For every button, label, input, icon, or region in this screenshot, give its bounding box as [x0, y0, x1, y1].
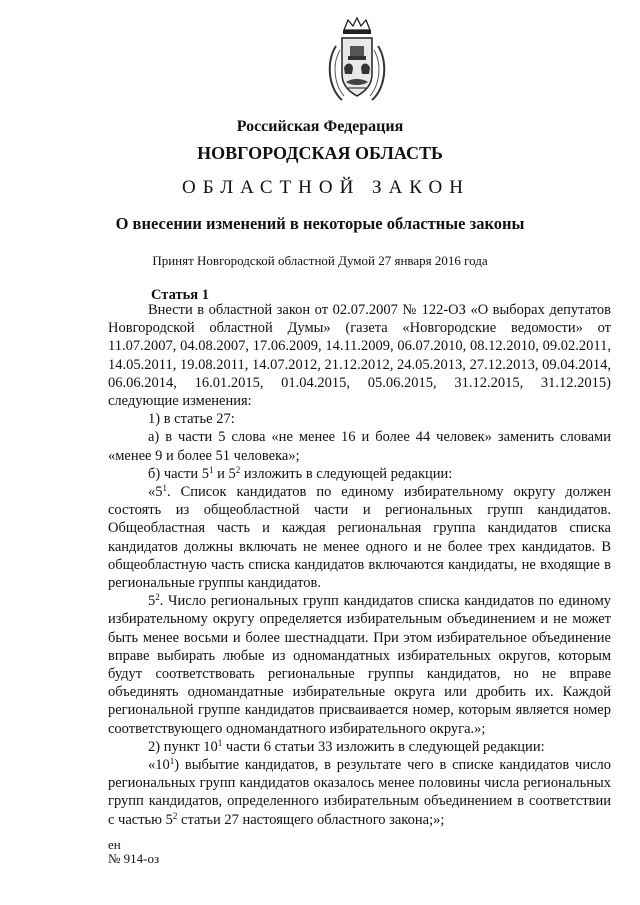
paragraph-item-2: 2) пункт $10^1$ части 6 статьи 33 изложить в следующей редакции:: [148, 737, 545, 755]
footer-number: № 914-оз: [108, 851, 160, 866]
paragraph-item-1: 1) в статье 27:: [148, 411, 235, 428]
paragraph-item-1b: б) части $5^1$ и $5^2$ изложить в следующей редакции:: [148, 464, 453, 482]
footer-initials: ен: [108, 837, 121, 852]
paragraph-point-10-1: «$10^1$) выбытие кандидатов, в результате чего в списке кандидатов число региональных групп кандидатов оказалось менее половины числа региональных групп кандидатов, определенного избирательным объединением в соответствии с частью $5^2$ статьи 27 настоящего областного закона;»;: [108, 756, 611, 828]
region-heading: НОВГОРОДСКАЯ ОБЛАСТЬ: [197, 143, 443, 163]
adoption-note: Принят Новгородской областной Думой 27 января 2016 года: [152, 253, 488, 268]
article-heading: Статья 1: [151, 287, 209, 303]
article-body: [108, 301, 611, 829]
paragraph-item-1a: а) в части 5 слова «не менее 16 и более 44 человек» заменить словами «менее 9 и более 51 человека»;: [108, 429, 611, 464]
law-title: О внесении изменений в некоторые областные законы: [115, 214, 525, 233]
coat-of-arms-icon: [322, 16, 392, 106]
paragraph-part-5-2: $5^2$. Число региональных групп кандидатов списка кандидатов по единому избирательному округу определяется избирательным объединением и не может быть менее восьми и более шестнадцати. При этом избирательное объединение вправе выбирать любые из одномандатных избирательных округов, которым будут соответствовать региональные группы кандидатов, но не вправе объединять одномандатные избирательные округа или дробить их. Каждой региональной группе кандидатов присваивается номер, которым является номер соответствующего одномандатного избирательного округа.»;: [108, 592, 611, 737]
paragraph-intro: Внести в областной закон от 02.07.2007 № 122-ОЗ «О выборах депутатов Новгородской областной Думы» (газета «Новгородские ведомости» от 11.07.2007, 04.08.2007, 17.06.2009, 14.11.2009, 06.07.2010, 08.12.2010, 09.02.2011, 14.05.2011, 19.08.2011, 14.07.2012, 21.12.2012, 24.05.2013, 27.12.2013, 09.04.2014, 06.06.2014, 16.01.2015, 01.04.2015, 05.06.2015, 31.12.2015, 31.12.2015) следующие изменения:: [108, 302, 611, 410]
country-heading: Российская Федерация: [236, 118, 404, 135]
document-type-heading: ОБЛАСТНОЙ ЗАКОН: [182, 177, 470, 198]
paragraph-part-5-1: «$5^1$. Список кандидатов по единому избирательному округу должен состоять из общеобластной части и региональных групп кандидатов. Общеобластная часть и каждая региональная группа кандидатов списка кандидатов должны включать не менее одного и не более трех кандидатов. В общеобластную часть списка кандидатов включаются кандидаты, не входящие в региональные группы кандидатов.: [108, 483, 611, 592]
footer-reference: [108, 838, 159, 866]
